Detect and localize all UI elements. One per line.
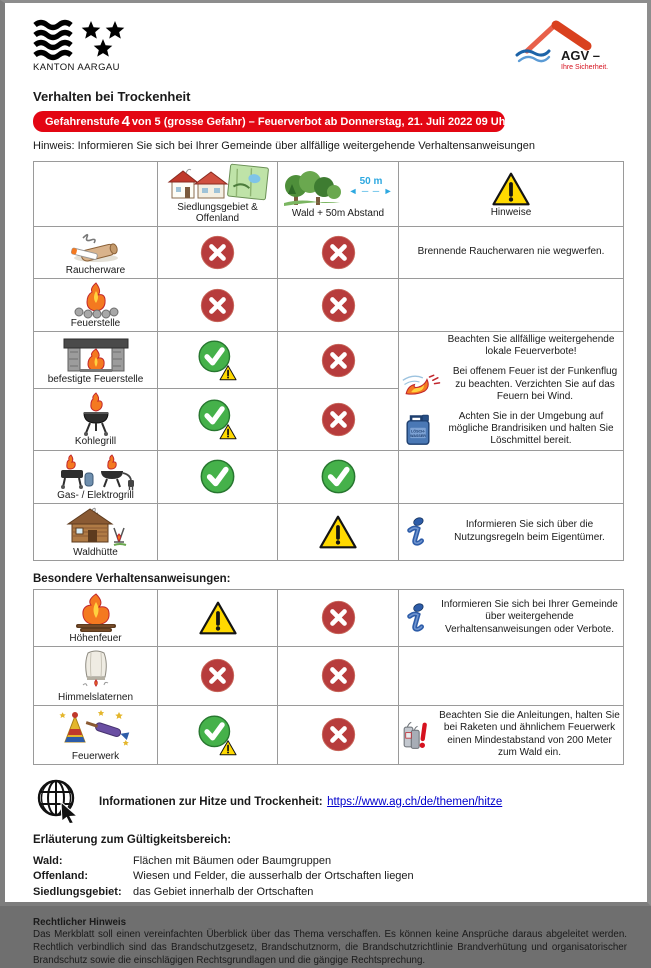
hint-text: Informieren Sie sich über die Nutzungsregeln beim Eigentümer. (454, 519, 605, 543)
table-row-gas-elektrogrill (34, 450, 624, 503)
definition-row (33, 854, 623, 870)
definition-text: Wiesen und Felder, die ausserhalb der Ortschaften liegen (133, 870, 414, 883)
zone1-label: Siedlungsgebiet & Offenland (177, 202, 258, 224)
info-icon (404, 516, 428, 548)
info-icon (404, 602, 428, 634)
agv-logo (513, 19, 617, 76)
forbidden-icon (199, 657, 236, 694)
hint-text: Informieren Sie sich bei Ihrer Gemeinde über weitergehende Verhaltensanweisungen oder Verbote. (441, 599, 618, 635)
row-label: Raucherware (65, 264, 126, 276)
special-section-title: Besondere Verhaltensanweisungen: (33, 572, 231, 585)
zone2-label: Wald + 50m Abstand (291, 207, 385, 219)
table-row-hoehenfeuer (34, 589, 624, 646)
distance-arrow-icon: ◄ ─ ─ ► (348, 186, 394, 197)
table-row-feuerstelle (34, 279, 624, 332)
hint-paragraph: Bei offenem Feuer ist der Funkenflug zu beachten. Verzichten Sie auf das Feuern bei Wind. (452, 366, 618, 402)
allowed-with-caution-icon (197, 398, 239, 440)
page-title: Verhalten bei Trockenheit (33, 89, 191, 104)
row-label: Höhenfeuer (69, 632, 122, 644)
kohlegrill-icon (76, 391, 116, 435)
feuerwerk-icon (57, 708, 135, 750)
definition-term: Offenland: (33, 870, 88, 883)
waldhuette-icon (64, 506, 128, 546)
zone-definitions (33, 854, 623, 902)
hint-hoehenfeuer (399, 589, 624, 646)
hitze-info-link[interactable]: https://www.ag.ch/de/themen/hitze (327, 795, 503, 808)
wind-fire-icon (401, 372, 443, 397)
forbidden-icon (320, 599, 357, 636)
allowed-with-caution-icon (197, 339, 239, 381)
distance-value: 50 m (359, 176, 383, 188)
header-zone-wald (278, 162, 399, 227)
feuerstelle-icon (71, 281, 121, 317)
danger-level-banner (33, 111, 510, 132)
scope-title: Erläuterung zum Gültigkeitsbereich: (33, 833, 232, 846)
page-header (33, 19, 623, 81)
table-header-row (34, 162, 624, 227)
banner-prefix: Gefahrenstufe (45, 115, 120, 128)
legal-title: Rechtlicher Hinweis (33, 917, 127, 929)
firecracker-icon (401, 720, 431, 750)
hint-paragraph: Achten Sie in der Umgebung auf mögliche Brandrisiken und halten Sie Löschmittel bereit. (448, 410, 614, 447)
web-info-row (35, 778, 623, 824)
header-hinweise (399, 162, 624, 227)
forbidden-icon (320, 401, 357, 438)
hint-paragraph: Beachten Sie allfällige weitergehende lokale Feuerverbote! (447, 334, 615, 358)
banner-suffix: von 5 (grosse Gefahr) – Feuerverbot ab Donnerstag, 21. Juli 2022 09 Uhr (131, 115, 510, 128)
special-rules-table (33, 589, 624, 765)
hints-label: Hinweise (490, 206, 532, 218)
forbidden-icon (320, 716, 357, 753)
row-label: Gas- / Elektrogrill (57, 489, 134, 501)
forbidden-icon (320, 342, 357, 379)
warning-triangle-icon (198, 600, 238, 636)
raucherware-icon (63, 230, 129, 264)
befestigte-feuerstelle-icon (60, 335, 132, 373)
agv-roof-right (556, 25, 587, 46)
cell-empty (158, 503, 278, 560)
definition-term: Siedlungsgebiet: (33, 886, 122, 899)
definition-row (33, 885, 623, 901)
hint-waldhuette (399, 503, 624, 560)
hint-text: Beachten Sie die Anleitungen, halten Sie bei Raketen und ähnlichem Feuerwerk einen Mindestabstand von 200 Meter zum Wald ein. (439, 710, 620, 758)
warning-triangle-icon (491, 171, 531, 207)
forbidden-icon (199, 287, 236, 324)
allowed-icon (320, 458, 357, 495)
row-label: Waldhütte (73, 546, 118, 558)
forbidden-icon (320, 234, 357, 271)
aargau-coat-of-arms-icon (33, 19, 141, 59)
hoehenfeuer-icon (70, 592, 122, 632)
legal-text: Das Merkblatt soll einen vereinfachten Überblick über das Thema verschaffen. Es können keine Ansprüche daraus abgeleitet werden. Rechtlich verbindlich sind das Brandschutzgesetz, Brandschutznorm, die Brandschutzrichtlinie Brandverhütung und organisatorischer Brandschutz sowie die einschlägigen Rechtsgrundlagen und die gängige Rechtsprechung. (33, 929, 627, 966)
table-row-himmelslaternen (34, 646, 624, 705)
definition-term: Wald: (33, 854, 63, 867)
hint-feuerwerk (399, 705, 624, 764)
extinguisher-canister-icon (405, 413, 431, 446)
globe-cursor-icon (35, 778, 81, 824)
agv-roof-left (527, 25, 555, 51)
definition-text: das Gebiet innerhalb der Ortschaften (133, 886, 314, 899)
allowed-with-caution-icon (197, 714, 239, 756)
info-link-label: Informationen zur Hitze und Trockenheit: (99, 795, 323, 808)
row-label: Himmelslaternen (57, 691, 134, 703)
distance-marker (348, 176, 393, 195)
kanton-aargau-logo (33, 19, 141, 73)
kanton-logo-label: KANTON AARGAU (33, 62, 120, 73)
row-label: befestigte Feuerstelle (47, 374, 144, 386)
row-label: Feuerstelle (70, 318, 121, 329)
forest-icon (282, 170, 344, 208)
warning-triangle-icon (318, 514, 358, 550)
table-row-waldhuette (34, 503, 624, 560)
hint-himmelslaternen (399, 646, 624, 705)
forbidden-icon (199, 234, 236, 271)
gas-elektrogrill-icon (57, 453, 135, 489)
legal-notice (33, 917, 627, 967)
header-zone-siedlung (158, 162, 278, 227)
settlement-openland-icon (166, 164, 270, 202)
allowed-icon (199, 458, 236, 495)
hint-gas-elektrogrill (399, 450, 624, 503)
danger-level-number: 4 (121, 113, 130, 130)
table-row-befestigte-feuerstelle (34, 332, 624, 389)
fire-rules-table (33, 161, 624, 561)
agv-title-text: AGV – (561, 48, 601, 63)
header-empty-cell (34, 162, 158, 227)
municipality-note: Hinweis: Informieren Sie sich bei Ihrer Gemeinde über allfällige weitergehende Verhaltensanweisungen (33, 140, 536, 152)
hint-raucherware: Brennende Raucherwaren nie wegwerfen. (399, 227, 624, 279)
agv-subtitle-text: Ihre Sicherheit. (561, 64, 609, 71)
row-label: Feuerwerk (71, 750, 120, 762)
table-row-feuerwerk (34, 705, 624, 764)
himmelslaternen-icon (78, 649, 114, 691)
forbidden-icon (320, 287, 357, 324)
hint-feuerstelle (399, 279, 624, 332)
definition-text: Flächen mit Bäumen oder Baumgruppen (133, 854, 332, 867)
table-row-raucherware (34, 227, 624, 279)
row-label: Kohlegrill (74, 436, 117, 448)
hint-open-fire-merged (399, 332, 624, 451)
forbidden-icon (320, 657, 357, 694)
definition-row (33, 869, 623, 885)
